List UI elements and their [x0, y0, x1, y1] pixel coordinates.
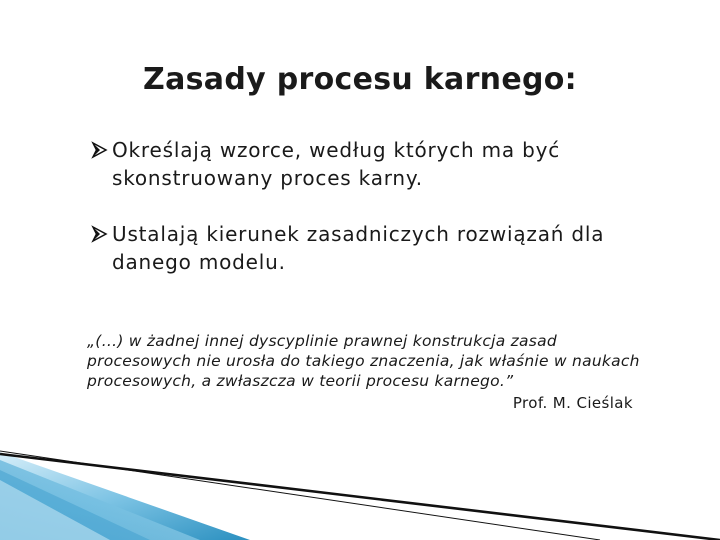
bullet-text: Ustalają kierunek zasadniczych rozwiązań dla danego modelu. — [112, 222, 605, 274]
bullet-text: Określają wzorce, według których ma być skonstruowany proces karny. — [112, 138, 561, 190]
bullet-list — [90, 136, 670, 304]
quote-text: „(…) w żadnej innej dyscyplinie prawnej konstrukcja zasad procesowych nie urosła do takiego znaczenia, jak właśnie w naukach procesowych, a zwłaszcza w teorii procesu karnego.” — [87, 332, 640, 390]
quote-author: Prof. M. Cieślak — [512, 394, 633, 412]
bullet-item — [90, 136, 670, 192]
corner-decoration — [0, 440, 720, 540]
slide-title: Zasady procesu karnego: — [143, 62, 577, 97]
arrow-bullet-icon — [90, 220, 112, 248]
arrow-bullet-icon — [90, 136, 112, 164]
bullet-item — [90, 220, 670, 276]
